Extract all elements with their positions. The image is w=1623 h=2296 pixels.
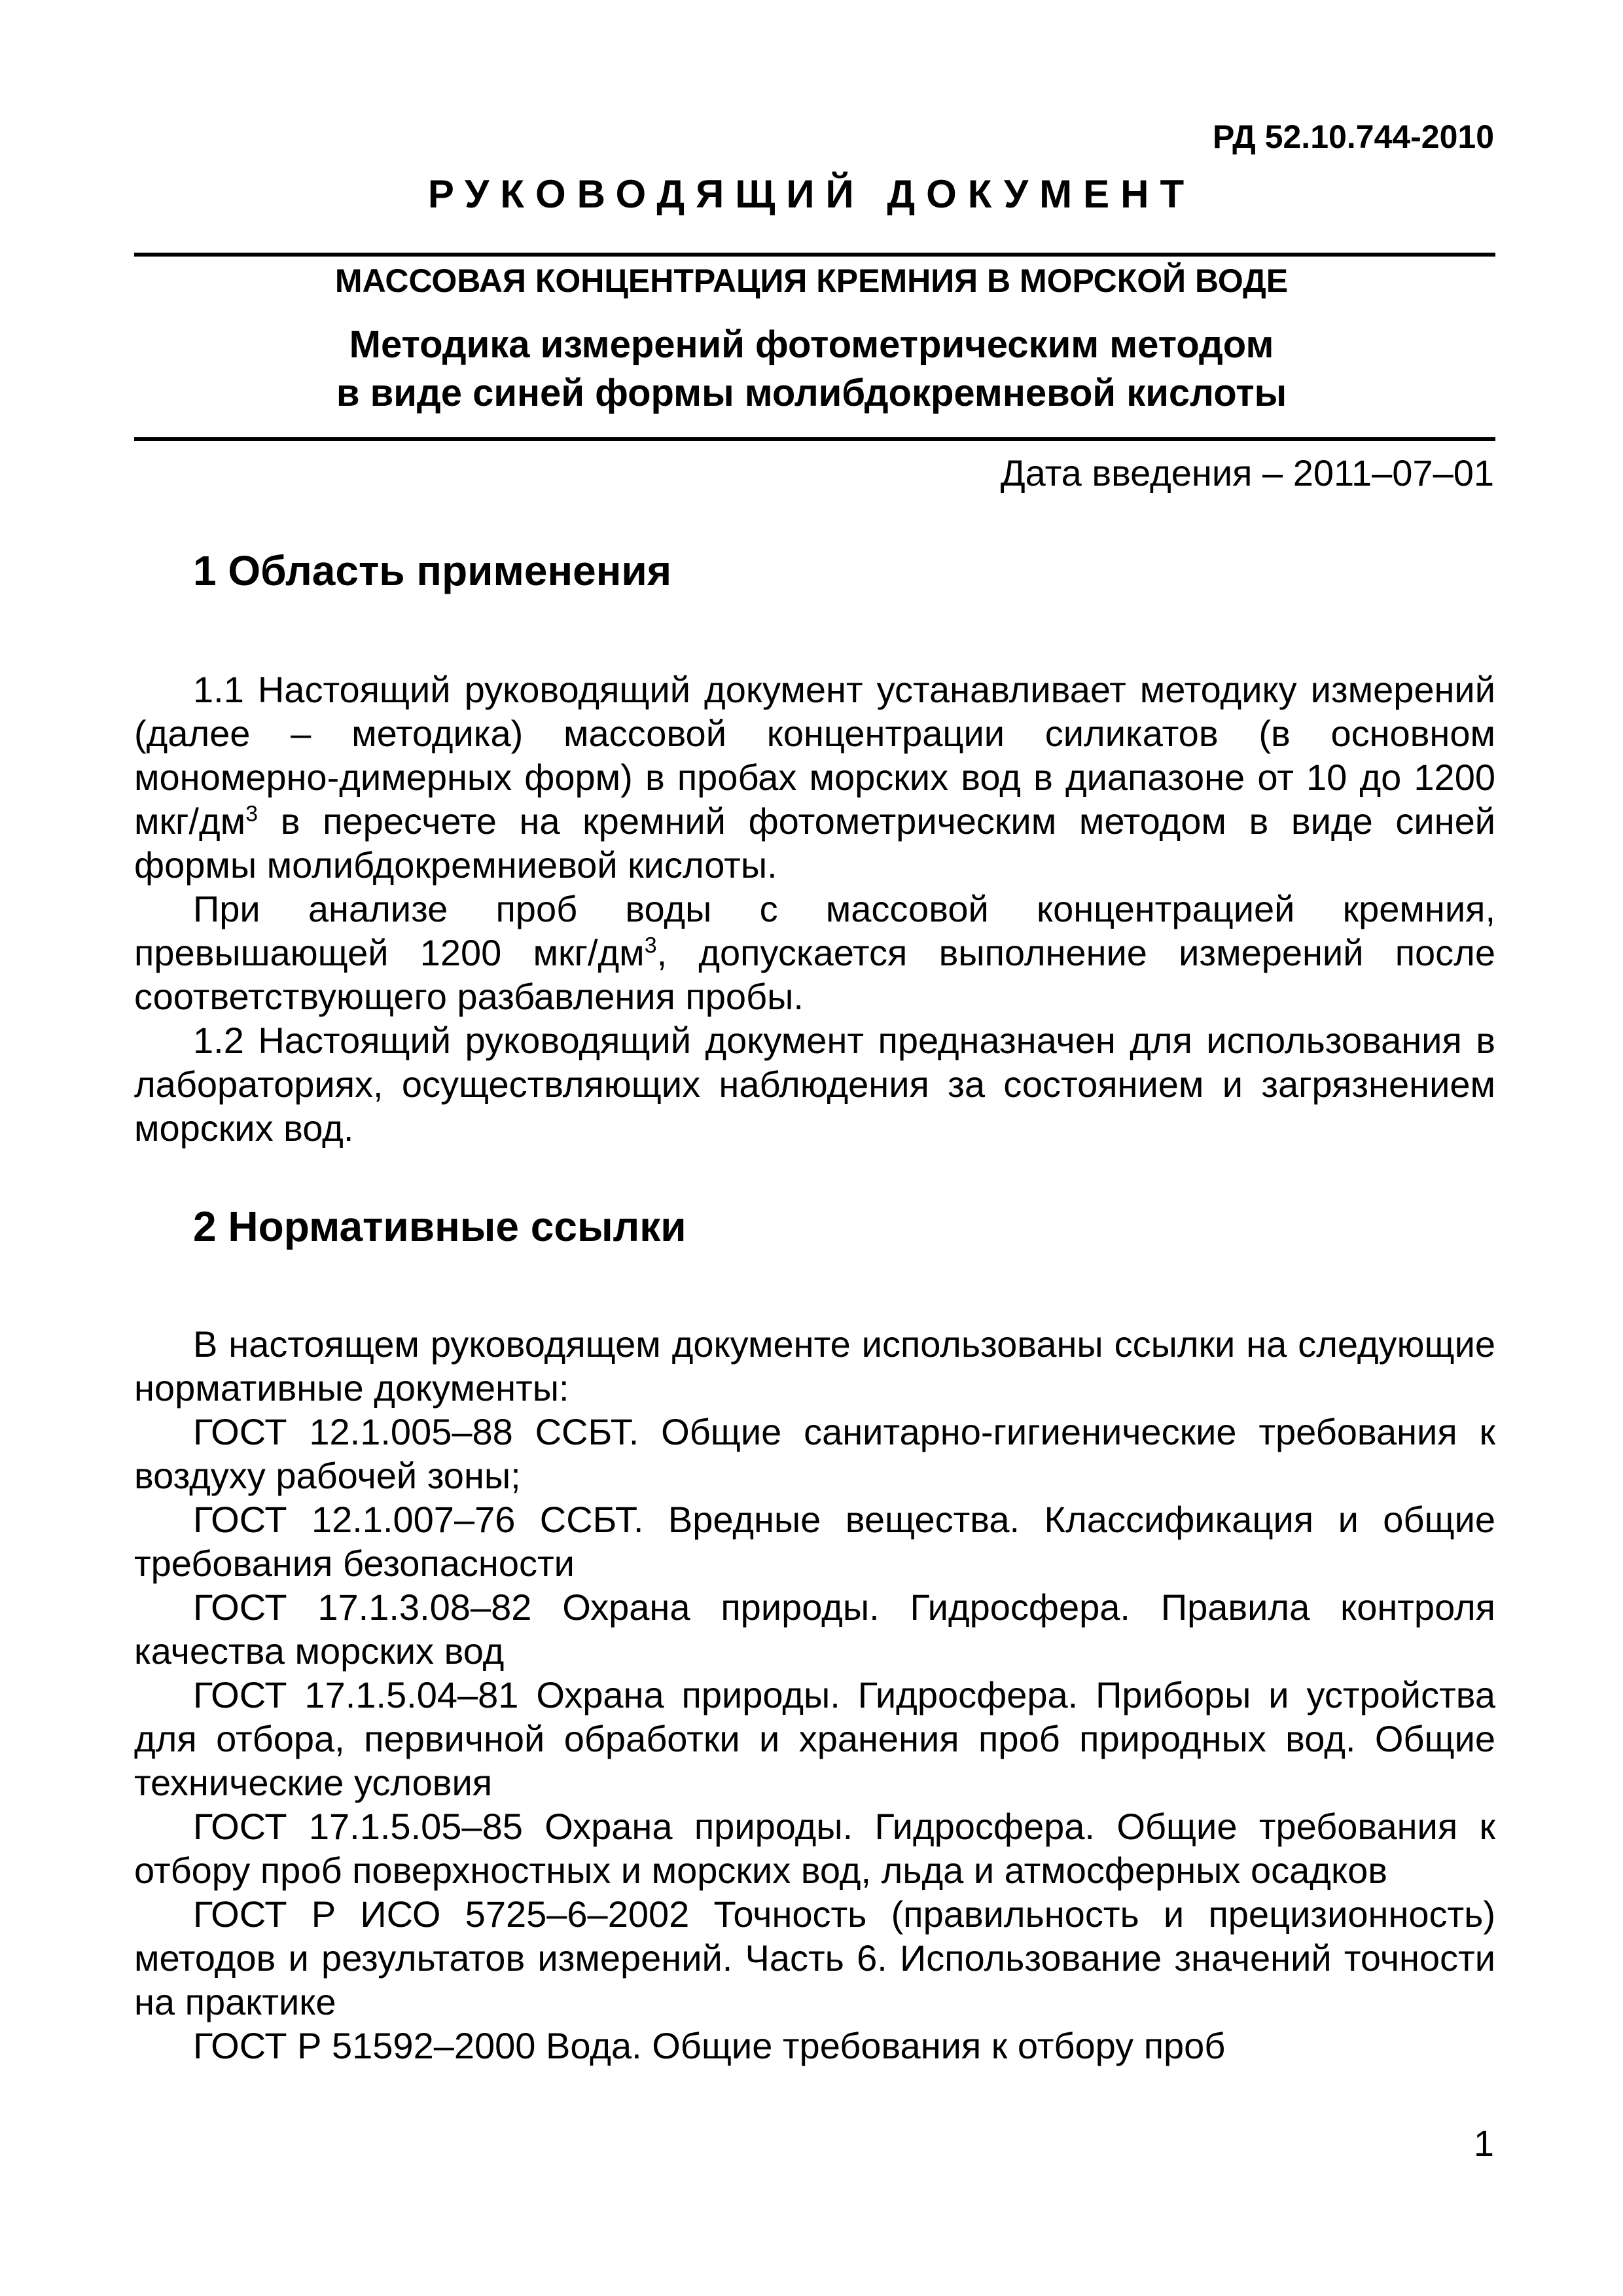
reference-item: ГОСТ 12.1.005–88 ССБТ. Общие санитарно-гигиенические требования к воздуху рабочей зоны;: [134, 1411, 1495, 1496]
paragraph-dilution-text-b: , допускается выполнение измерений после соответствующего разбавления пробы.: [134, 932, 1495, 1017]
reference-item: ГОСТ 17.1.5.05–85 Охрана природы. Гидросфера. Общие требования к отбору проб поверхностных и морских вод, льда и атмосферных осадков: [134, 1806, 1495, 1891]
paragraph-1-1-text-a: 1.1 Настоящий руководящий документ устанавливает методику измерений (далее – методика) массовой концентрации силикатов (в основном мономерно-димерных форм) в пробах морских вод в диапазоне от 10 до 1200 мкг/дм: [134, 669, 1495, 842]
paragraph-1-1: [134, 668, 1495, 887]
reference-item: ГОСТ 17.1.5.04–81 Охрана природы. Гидросфера. Приборы и устройства для отбора, первичной обработки и хранения проб природных вод. Общие технические условия: [134, 1674, 1495, 1803]
reference-item: ГОСТ Р ИСО 5725–6–2002 Точность (правильность и прецизионность) методов и результатов измерений. Часть 6. Использование значений точности на практике: [134, 1893, 1495, 2022]
section-2-heading: 2 Нормативные ссылки: [193, 1203, 687, 1250]
introduction-date: Дата введения – 2011–07–01: [1000, 452, 1494, 493]
paragraph-1-1-superscript: 3: [245, 801, 259, 827]
page-number: 1: [1473, 2123, 1494, 2164]
document-title: МАССОВАЯ КОНЦЕНТРАЦИЯ КРЕМНИЯ В МОРСКОЙ ВОДЕ: [334, 262, 1289, 299]
section-1-heading: 1 Область применения: [193, 547, 672, 594]
section-1-body: [134, 668, 1495, 1150]
document-number: РД 52.10.744-2010: [1212, 118, 1494, 155]
subtitle-line-2: в виде синей формы молибдокремневой кислоты: [336, 372, 1287, 414]
title-top-rule: [134, 253, 1495, 257]
reference-item: ГОСТ 12.1.007–76 ССБТ. Вредные вещества. Классификация и общие требования безопасности: [134, 1499, 1495, 1584]
paragraph-dilution-superscript: 3: [644, 933, 657, 958]
document-type-heading: РУКОВОДЯЩИЙ ДОКУМЕНТ: [427, 172, 1196, 216]
references-intro-paragraph: В настоящем руководящем документе использованы ссылки на следующие нормативные документы:: [134, 1323, 1495, 1408]
reference-item: ГОСТ 17.1.3.08–82 Охрана природы. Гидросфера. Правила контроля качества морских вод: [134, 1587, 1495, 1672]
paragraph-1-2: 1.2 Настоящий руководящий документ предназначен для использования в лабораториях, осуществляющих наблюдения за состоянием и загрязнением морских вод.: [134, 1020, 1495, 1149]
title-bottom-rule: [134, 437, 1495, 441]
paragraph-1-1-dilution: [134, 887, 1495, 1018]
paragraph-dilution-text-a: При анализе проб воды с массовой концентрацией кремния, превышающей 1200 мкг/дм: [134, 888, 1495, 973]
section-2-body: [134, 1322, 1495, 2068]
paragraph-1-1-text-b: в пересчете на кремний фотометрическим методом в виде синей формы молибдокремниевой кислоты.: [134, 800, 1495, 886]
subtitle-line-1: Методика измерений фотометрическим методом: [349, 323, 1274, 366]
document-subtitle: [0, 321, 1623, 418]
reference-item: ГОСТ Р 51592–2000 Вода. Общие требования к отбору проб: [193, 2025, 1226, 2066]
